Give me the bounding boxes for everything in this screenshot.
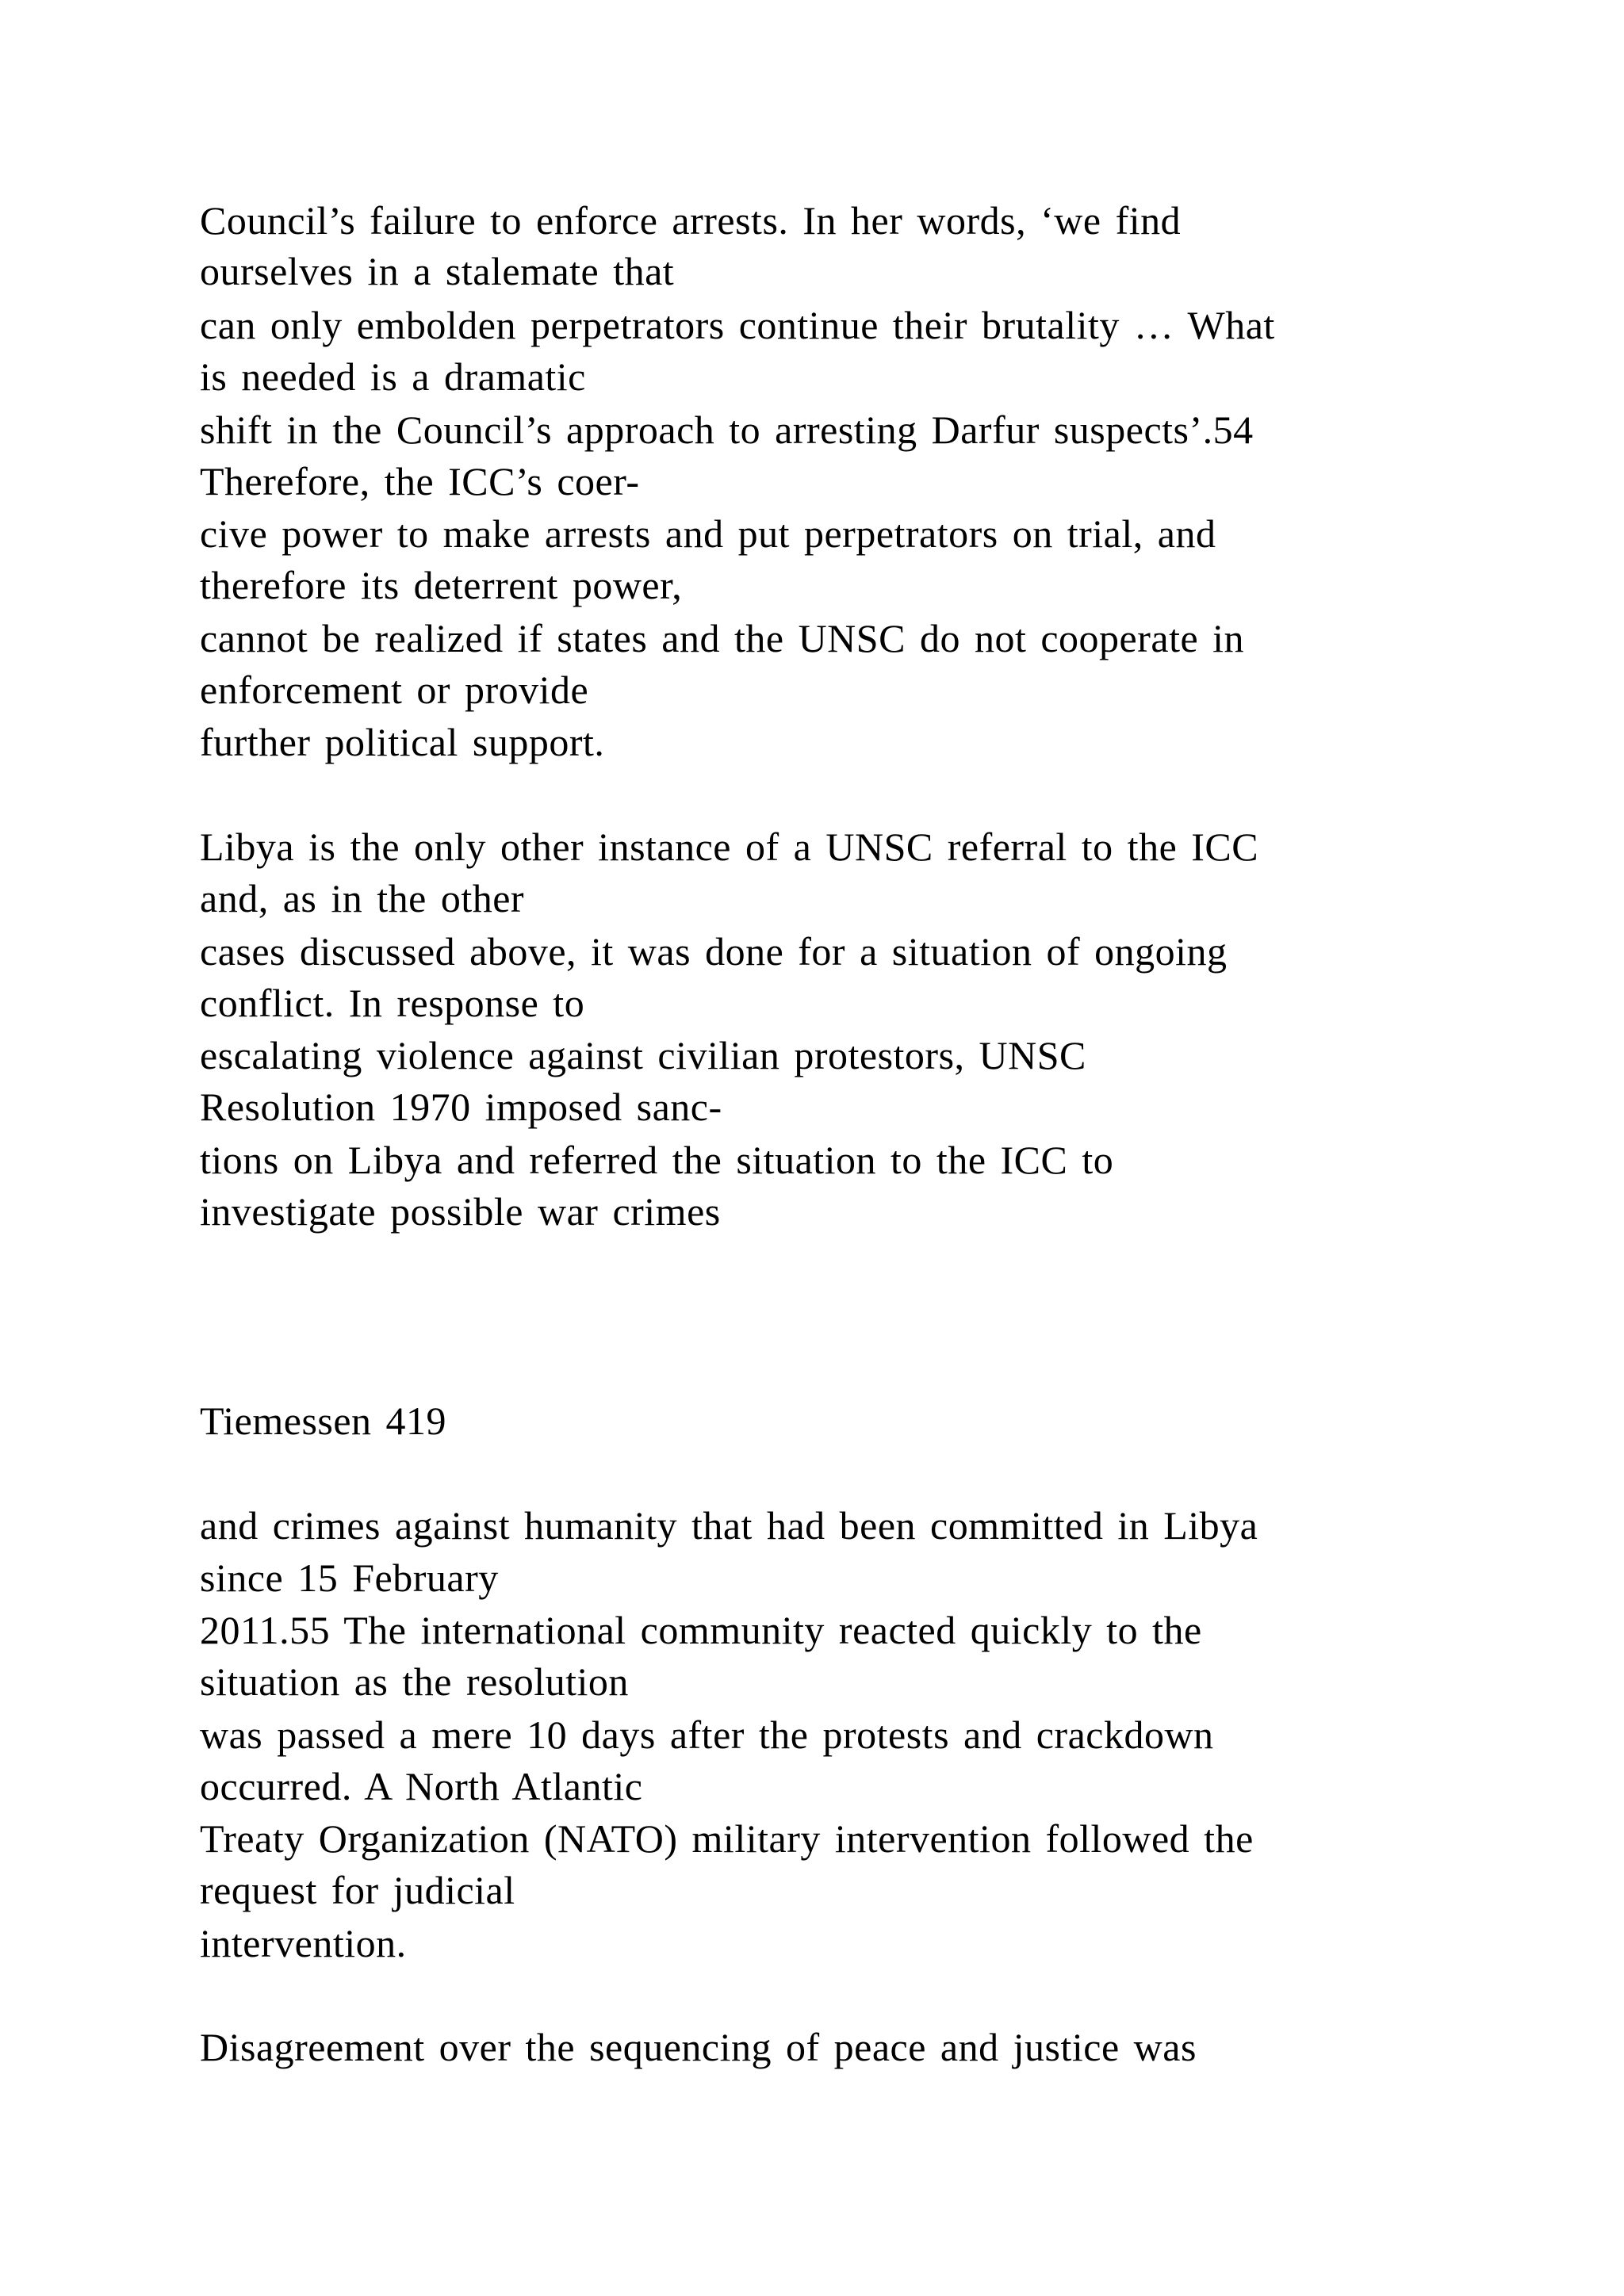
text-line-6: Therefore, the ICC’s coer- (200, 459, 640, 503)
text-line-14: cases discussed above, it was done for a situation of ongoing (200, 929, 1228, 974)
text-line-25: occurred. A North Atlantic (200, 1764, 643, 1808)
running-header: Tiemessen 419 (200, 1399, 447, 1443)
text-line-23: situation as the resolution (200, 1659, 629, 1704)
text-line-9: cannot be realized if states and the UNSC do not cooperate in (200, 616, 1245, 660)
text-line-11: further political support. (200, 720, 605, 764)
text-line-3: can only embolden perpetrators continue their brutality … What (200, 303, 1275, 347)
text-line-15: conflict. In response to (200, 981, 585, 1025)
text-line-16: escalating violence against civilian protestors, UNSC (200, 1033, 1086, 1077)
text-line-4: is needed is a dramatic (200, 354, 586, 399)
text-line-2: ourselves in a stalemate that (200, 249, 675, 293)
text-line-13: and, as in the other (200, 876, 525, 920)
text-line-8: therefore its deterrent power, (200, 563, 683, 607)
text-line-1: Council’s failure to enforce arrests. In her words, ‘we find (200, 198, 1182, 243)
text-line-5: shift in the Council’s approach to arresting Darfur suspects’.54 (200, 408, 1254, 452)
text-line-20: and crimes against humanity that had been committed in Libya (200, 1503, 1258, 1548)
text-line-7: cive power to make arrests and put perpetrators on trial, and (200, 511, 1216, 556)
text-line-19: investigate possible war crimes (200, 1189, 721, 1234)
text-line-18: tions on Libya and referred the situation to the ICC to (200, 1138, 1114, 1182)
text-line-26: Treaty Organization (NATO) military intervention followed the (200, 1816, 1254, 1861)
text-line-27: request for judicial (200, 1868, 515, 1912)
text-line-29: Disagreement over the sequencing of peace and justice was (200, 2025, 1197, 2069)
text-line-22: 2011.55 The international community reacted quickly to the (200, 1608, 1202, 1652)
text-line-12: Libya is the only other instance of a UNSC referral to the ICC (200, 825, 1259, 869)
text-line-21: since 15 February (200, 1556, 499, 1600)
text-line-24: was passed a mere 10 days after the protests and crackdown (200, 1712, 1214, 1757)
text-line-17: Resolution 1970 imposed sanc- (200, 1085, 722, 1129)
text-line-10: enforcement or provide (200, 668, 589, 712)
text-line-28: intervention. (200, 1921, 407, 1965)
